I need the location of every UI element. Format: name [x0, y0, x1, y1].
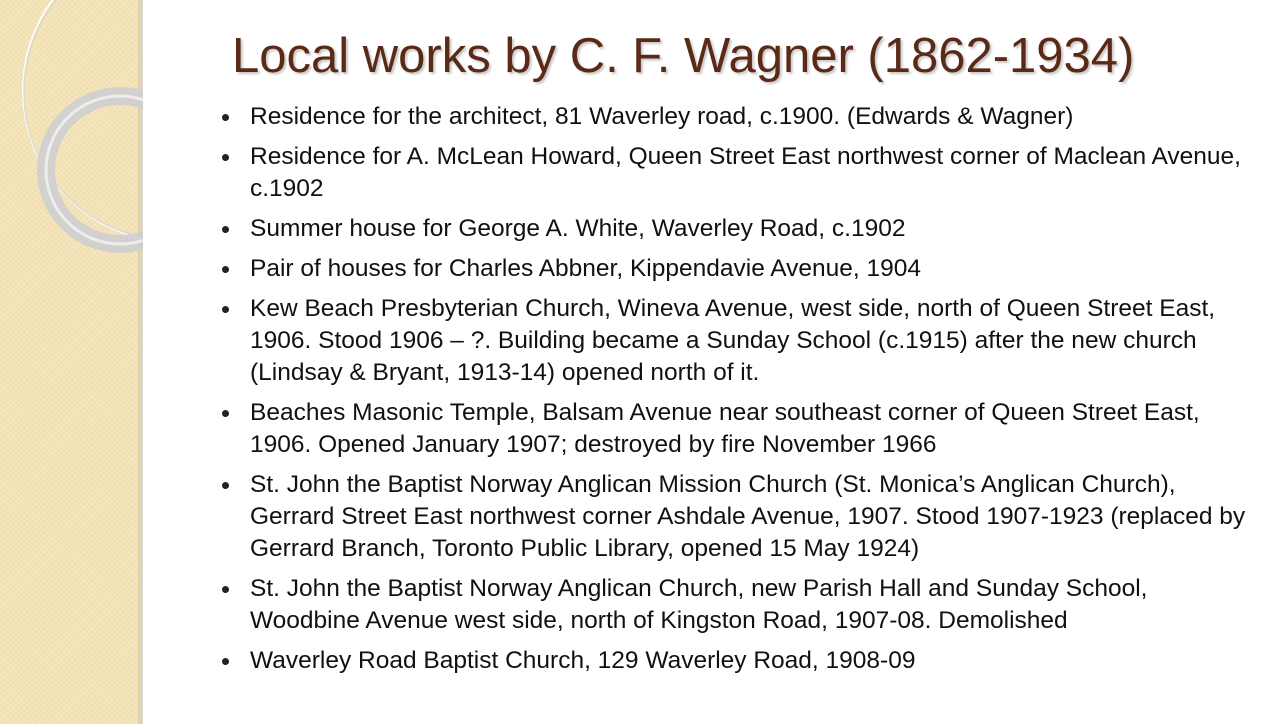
list-item-text: Beaches Masonic Temple, Balsam Avenue near southeast corner of Queen Street East, 1906. Opened January 1907; destroyed by fire November 1966 — [250, 399, 1200, 458]
bullet-icon — [222, 586, 229, 593]
list-item — [250, 213, 1260, 245]
bullet-icon — [222, 482, 229, 489]
bullet-list — [250, 101, 1260, 685]
list-item-text: Summer house for George A. White, Waverley Road, c.1902 — [250, 215, 906, 242]
slide-title: Local works by C. F. Wagner (1862-1934) — [232, 29, 1135, 83]
small-ring — [46, 96, 143, 244]
bullet-icon — [222, 154, 229, 161]
list-item — [250, 141, 1260, 205]
list-item — [250, 573, 1260, 637]
list-item-text: Kew Beach Presbyterian Church, Wineva Avenue, west side, north of Queen Street East, 1906. Stood 1906 – ?. Building became a Sunday School (c.1915) after the new church (Lindsay & Bryant, 1913-14) opened north of it. — [250, 295, 1216, 386]
large-ring — [24, 0, 143, 240]
large-ring-highlight — [23, 0, 143, 242]
decorative-rings — [0, 0, 143, 724]
list-item — [250, 293, 1260, 389]
bullet-icon — [222, 226, 229, 233]
list-item-text: Residence for A. McLean Howard, Queen Street East northwest corner of Maclean Avenue, c.1902 — [250, 143, 1241, 202]
list-item — [250, 645, 1260, 677]
list-item — [250, 253, 1260, 285]
list-item-text: Waverley Road Baptist Church, 129 Waverley Road, 1908-09 — [250, 647, 916, 674]
list-item-text: Pair of houses for Charles Abbner, Kippendavie Avenue, 1904 — [250, 255, 922, 282]
bullet-icon — [222, 266, 229, 273]
bullet-icon — [222, 410, 229, 417]
list-item — [250, 101, 1260, 133]
bullet-icon — [222, 306, 229, 313]
list-item — [250, 469, 1260, 565]
list-item — [250, 397, 1260, 461]
list-item-text: St. John the Baptist Norway Anglican Mission Church (St. Monica’s Anglican Church), Gerrard Street East northwest corner Ashdale Avenue, 1907. Stood 1907-1923 (replaced by Gerrard Branch, Toronto Public Library, opened 15 May 1924) — [250, 471, 1246, 562]
bullet-icon — [222, 114, 229, 121]
list-item-text: Residence for the architect, 81 Waverley road, c.1900. (Edwards & Wagner) — [250, 103, 1074, 130]
bullet-icon — [222, 658, 229, 665]
list-item-text: St. John the Baptist Norway Anglican Church, new Parish Hall and Sunday School, Woodbine Avenue west side, north of Kingston Road, 1907-08. Demolished — [250, 575, 1148, 634]
